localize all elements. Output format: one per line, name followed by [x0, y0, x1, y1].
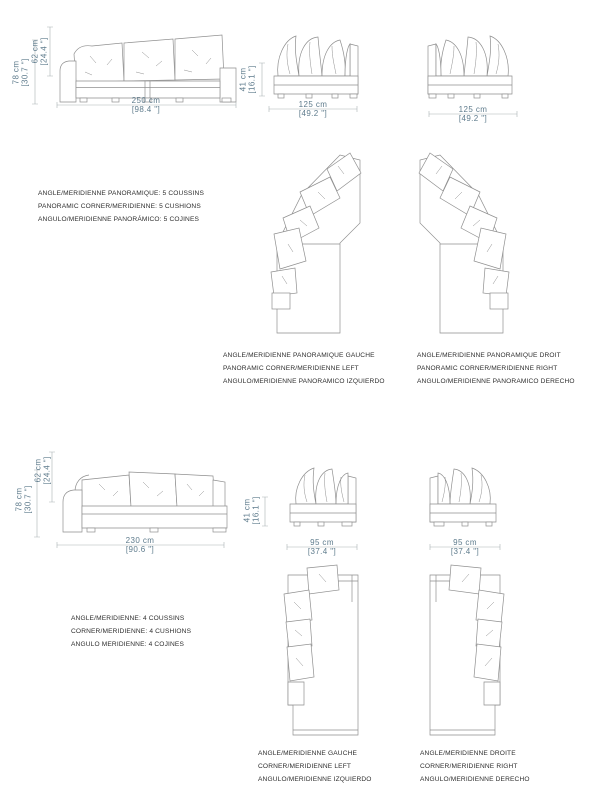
dim-value-in: [37.4 "] — [450, 547, 480, 556]
caption-panoramic-set — [38, 187, 204, 226]
corner-plan-left — [284, 565, 358, 735]
caption-line-en: CORNER/MERIDIENNE LEFT — [258, 763, 352, 770]
caption-line-fr: ANGLE/MERIDIENNE PANORAMIQUE: 5 COUSSINS — [38, 190, 204, 197]
dim-value-in: [24.4 "] — [42, 456, 52, 485]
caption-corner-left — [258, 747, 372, 786]
dim-value-cm: 62 cm — [30, 39, 40, 64]
dim-width-250 — [111, 96, 181, 114]
sofa-front-view-250 — [60, 35, 236, 102]
caption-line-es: ANGULO/MERIDIENNE PANORAMICO DERECHO — [417, 378, 575, 385]
caption-line-en: PANORAMIC CORNER/MERIDIENNE LEFT — [223, 365, 359, 372]
dim-value-in: [30.7 "] — [20, 58, 30, 87]
caption-line-fr: ANGLE/MERIDIENNE DROITE — [420, 750, 516, 757]
dim-value-in: [16.1 "] — [247, 65, 257, 94]
dim-value-in: [30.7 "] — [23, 485, 33, 514]
dim-total-height-bottom — [15, 480, 34, 520]
corner-front-view-left-125 — [274, 36, 358, 98]
dim-value-cm: 62 cm — [33, 458, 43, 483]
dim-value-cm: 78 cm — [11, 60, 21, 85]
dim-value-in: [37.4 "] — [307, 547, 337, 556]
dim-value-cm: 95 cm — [310, 538, 334, 547]
caption-panoramic-left — [223, 349, 385, 388]
caption-line-fr: ANGLE/MERIDIENNE GAUCHE — [258, 750, 358, 757]
dim-value-cm: 78 cm — [14, 487, 24, 512]
corner-front-view-right-95 — [430, 468, 496, 526]
dim-width-125-right — [438, 105, 508, 123]
caption-line-es: ANGULO/MERIDIENNE PANORAMICO IZQUIERDO — [223, 378, 385, 385]
caption-line-fr: ANGLE/MERIDIENNE PANORAMIQUE GAUCHE — [223, 352, 375, 359]
dim-width-95-right — [430, 538, 500, 556]
caption-corner-right — [420, 747, 530, 786]
caption-line-en: CORNER/MERIDIENNE RIGHT — [420, 763, 518, 770]
caption-line-es: ANGULO/MERIDIENNE PANORÁMICO: 5 COJINES — [38, 216, 200, 223]
corner-front-view-left-95 — [290, 468, 356, 526]
dim-width-95-left — [287, 538, 357, 556]
dim-width-125-left — [278, 100, 348, 118]
dim-value-in: [49.2 "] — [458, 114, 488, 123]
caption-line-en: PANORAMIC CORNER/MERIDIENNE: 5 CUSHIONS — [38, 203, 201, 210]
caption-line-fr: ANGLE/MERIDIENNE: 4 COUSSINS — [71, 615, 185, 622]
dim-value-cm: 250 cm — [131, 96, 161, 105]
caption-line-en: CORNER/MERIDIENNE: 4 CUSHIONS — [71, 628, 192, 635]
dim-value-cm: 125 cm — [298, 100, 328, 109]
dim-value-cm: 41 cm — [242, 498, 252, 523]
dim-value-cm: 230 cm — [125, 536, 155, 545]
dim-value-in: [90.6 "] — [125, 545, 155, 554]
dim-value-in: [16.1 "] — [251, 496, 261, 525]
meridienne-front-view-230 — [63, 472, 227, 532]
dim-value-cm: 95 cm — [453, 538, 477, 547]
dim-value-cm: 125 cm — [458, 105, 488, 114]
dim-seat-height-bottom — [243, 491, 262, 531]
caption-line-es: ANGULO/MERIDIENNE IZQUIERDO — [258, 776, 372, 783]
caption-line-es: ANGULO MERIDIENNE: 4 COJINES — [71, 641, 185, 648]
dim-seat-height-top — [239, 60, 258, 100]
corner-front-view-right-125 — [428, 36, 512, 98]
caption-line-es: ANGULO/MERIDIENNE DERECHO — [420, 776, 530, 783]
panoramic-plan-left — [271, 153, 361, 333]
caption-panoramic-right — [417, 349, 575, 388]
caption-corner-set — [71, 612, 191, 651]
dim-width-230 — [105, 536, 175, 554]
dim-value-in: [24.4 "] — [39, 37, 49, 66]
dim-total-height-top — [12, 53, 31, 93]
panoramic-plan-right — [419, 153, 509, 333]
dim-back-height-bottom — [34, 451, 53, 491]
caption-line-en: PANORAMIC CORNER/MERIDIENNE RIGHT — [417, 365, 558, 372]
dim-value-cm: 41 cm — [238, 67, 248, 92]
dim-back-height-top — [31, 32, 50, 72]
dim-value-in: [98.4 "] — [131, 105, 161, 114]
dim-value-in: [49.2 "] — [298, 109, 328, 118]
caption-line-fr: ANGLE/MERIDIENNE PANORAMIQUE DROIT — [417, 352, 561, 359]
corner-plan-right — [430, 565, 504, 735]
